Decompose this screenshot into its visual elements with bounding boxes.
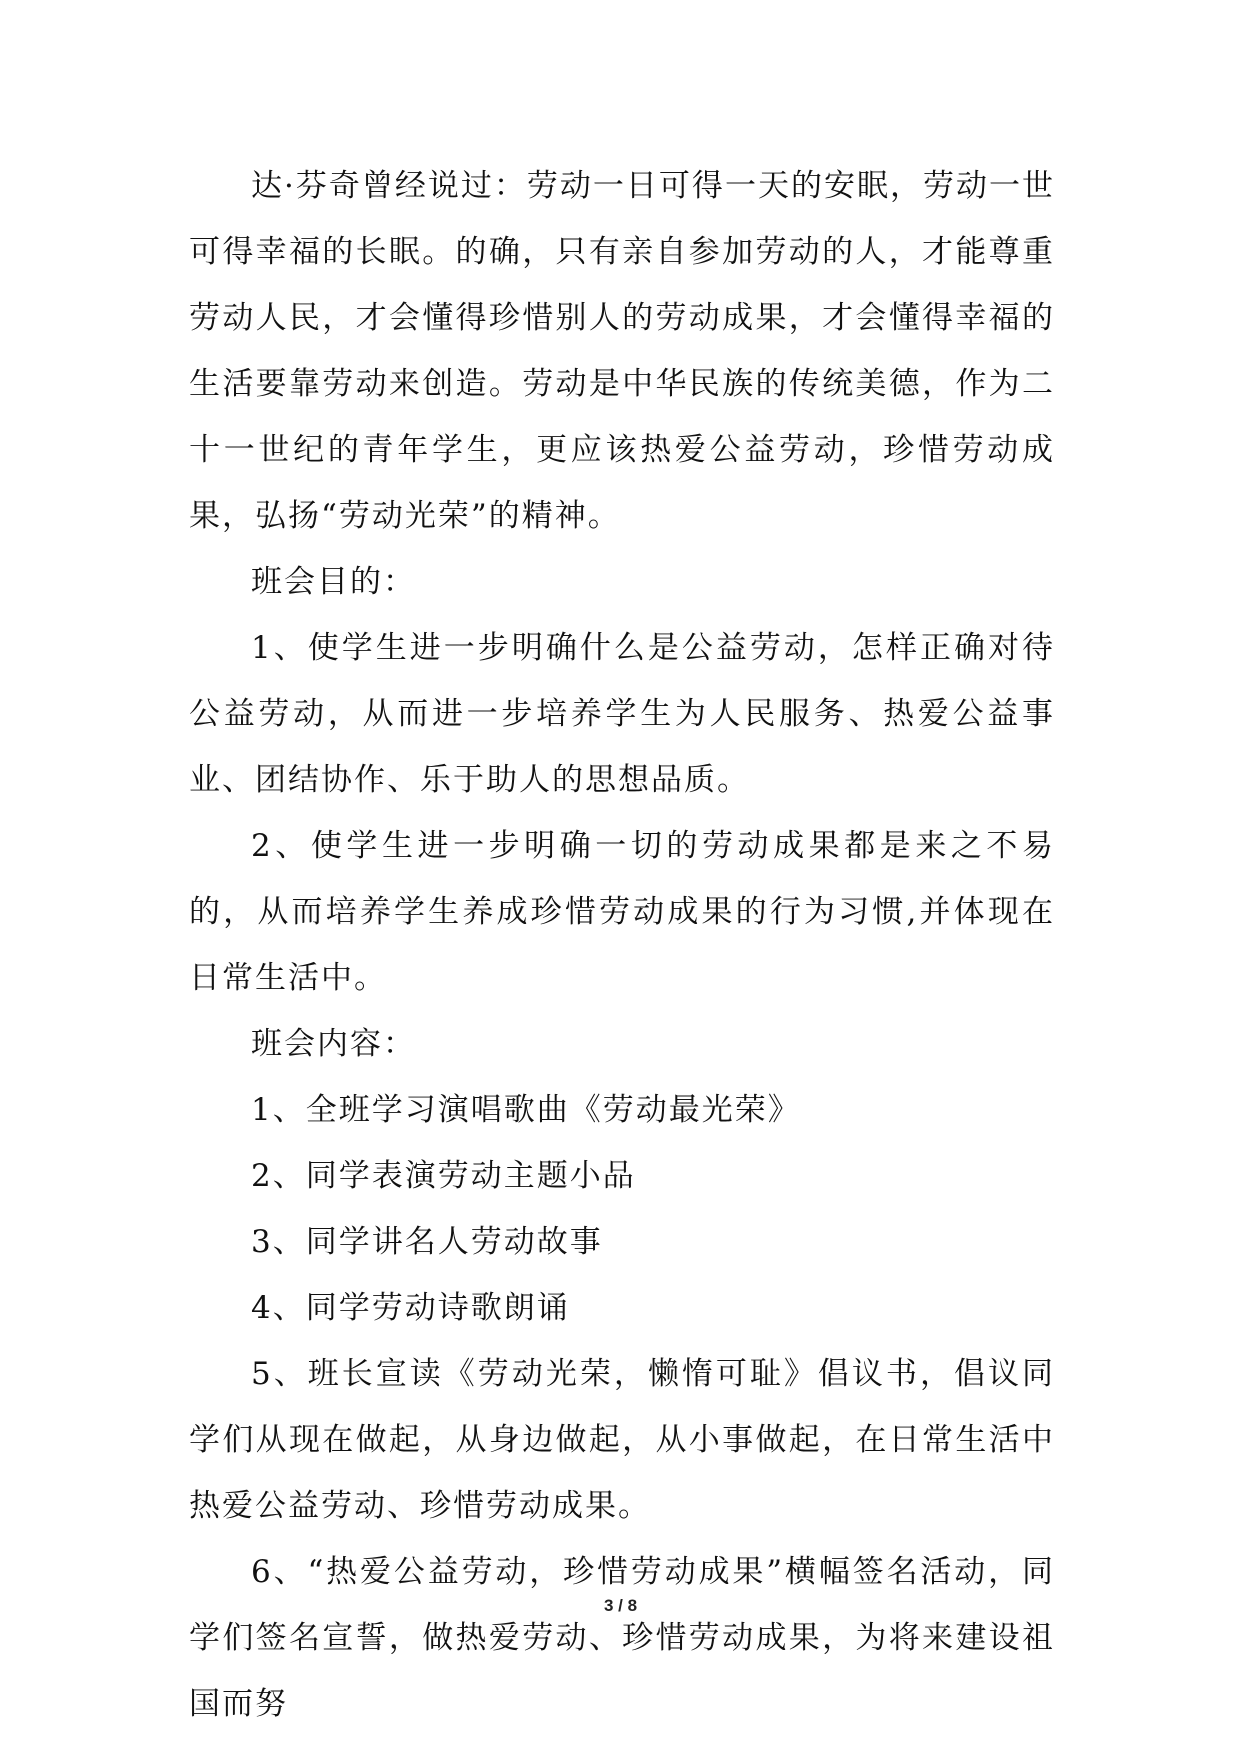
purpose-item-2: 2、使学生进一步明确一切的劳动成果都是来之不易的，从而培养学生养成珍惜劳动成果的行为习惯,并体现在日常生活中。 [189,828,1055,996]
content-item-5: 5、班长宣读《劳动光荣，懒惰可耻》倡议书，倡议同学们从现在做起，从身边做起，从小事做起，在日常生活中热爱公益劳动、珍惜劳动成果。 [189,1356,1055,1524]
content-item-1: 1、全班学习演唱歌曲《劳动最光荣》 [251,1092,801,1128]
content-item-2: 2、同学表演劳动主题小品 [251,1158,636,1194]
heading-purpose: 班会目的： [251,564,416,600]
purpose-item-1: 1、使学生进一步明确什么是公益劳动，怎样正确对待公益劳动，从而进一步培养学生为人民服务、热爱公益事业、团结协作、乐于助人的思想品质。 [189,630,1055,798]
content-item-3: 3、同学讲名人劳动故事 [251,1224,603,1260]
content-item-4: 4、同学劳动诗歌朗诵 [251,1290,570,1326]
document-body [189,153,1055,1737]
page-number: 3 / 8 [603,1596,638,1615]
heading-content: 班会内容： [251,1026,416,1062]
paragraph-intro: 达·芬奇曾经说过：劳动一日可得一天的安眠，劳动一世可得幸福的长眠。的确，只有亲自参加劳动的人，才能尊重劳动人民，才会懂得珍惜别人的劳动成果，才会懂得幸福的生活要靠劳动来创造。劳动是中华民族的传统美德，作为二十一世纪的青年学生，更应该热爱公益劳动，珍惜劳动成果，弘扬“劳动光荣”的精神。 [189,168,1055,534]
content-item-6: 6、“热爱公益劳动，珍惜劳动成果”横幅签名活动，同学们签名宣誓，做热爱劳动、珍惜劳动成果，为将来建设祖国而努 [189,1554,1055,1722]
